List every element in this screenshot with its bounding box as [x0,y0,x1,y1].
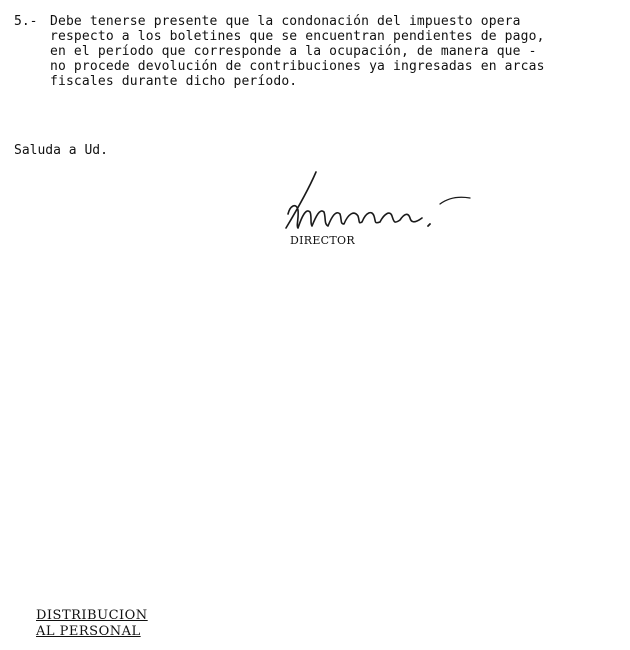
distribution-line: DISTRIBUCION [36,608,148,623]
distribution-list [36,608,148,640]
paragraph-line: fiscales durante dicho período. [50,74,298,89]
paragraph-text [50,14,630,89]
handwritten-signature [276,166,476,236]
paragraph-line: Debe tenerse presente que la condonación del impuesto opera [50,14,521,29]
paragraph-line: respecto a los boletines que se encuentran pendientes de pago, [50,29,545,44]
distribution-line: AL PERSONAL [36,624,141,639]
paragraph-number: 5.- [14,14,38,29]
paragraph-line: en el período que corresponde a la ocupación, de manera que - [50,44,537,59]
paragraph-line: no procede devolución de contribuciones ya ingresadas en arcas [50,59,545,74]
closing-salutation: Saluda a Ud. [14,143,108,158]
signatory-title: DIRECTOR [290,234,355,247]
